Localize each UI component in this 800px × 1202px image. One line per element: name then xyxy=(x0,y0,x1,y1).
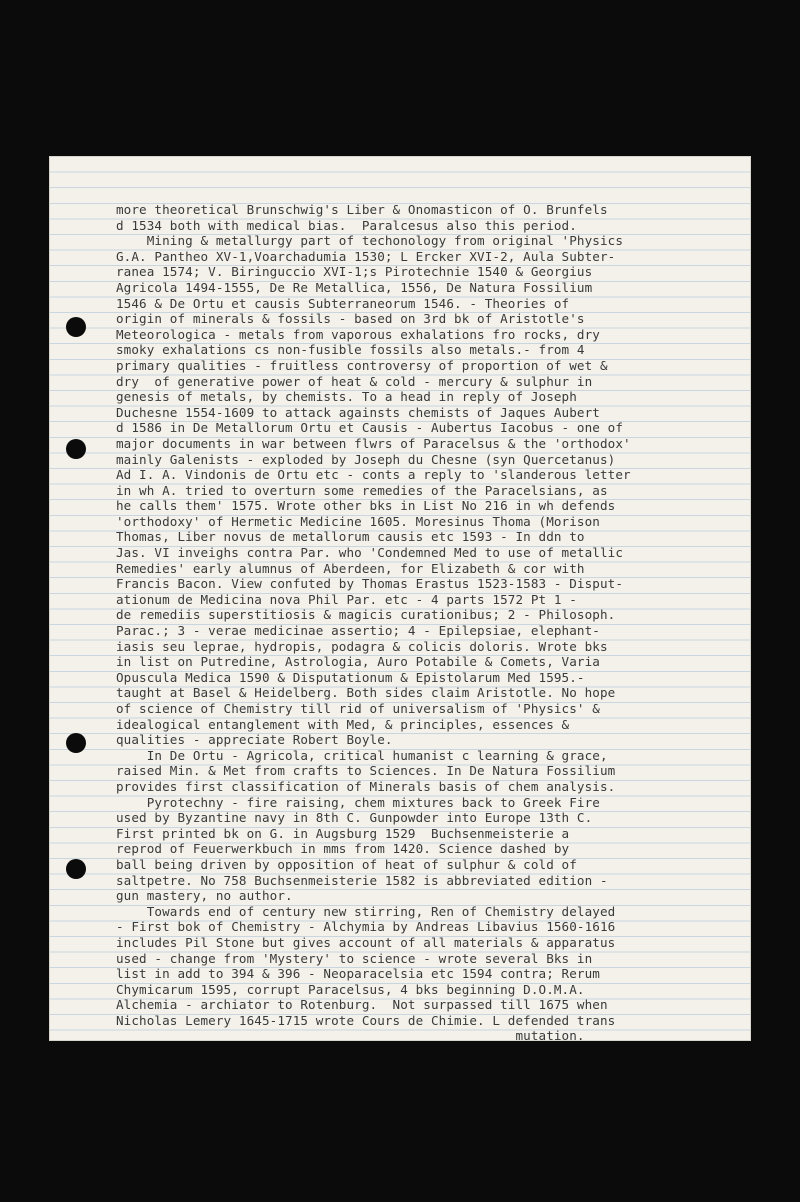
text-line: Alchemia - archiator to Rotenburg. Not surpassed till 1675 when xyxy=(116,997,608,1013)
text-line: in wh A. tried to overturn some remedies of the Paracelsians, as xyxy=(116,482,608,498)
text-line: d 1534 both with medical bias. Paralcesus also this period. xyxy=(116,217,577,233)
text-line: in list on Putredine, Astrologia, Auro Potabile & Comets, Varia xyxy=(116,654,600,670)
text-line: Chymicarum 1595, corrupt Paracelsus, 4 bks beginning D.O.M.A. xyxy=(116,981,585,997)
text-line: G.A. Pantheo XV-1,Voarchadumia 1530; L Ercker XVI-2, Aula Subter- xyxy=(116,248,616,264)
text-line: dry of generative power of heat & cold - mercury & sulphur in xyxy=(116,373,593,389)
text-line: Nicholas Lemery 1645-1715 wrote Cours de Chimie. L defended trans xyxy=(116,1012,616,1028)
text-line: 'orthodoxy' of Hermetic Medicine 1605. Moresinus Thoma (Morison xyxy=(116,513,600,529)
text-line: list in add to 394 & 396 - Neoparacelsia etc 1594 contra; Rerum xyxy=(116,966,600,982)
text-line: Remedies' early alumnus of Aberdeen, for Elizabeth & cor with xyxy=(116,560,585,576)
text-line: used by Byzantine navy in 8th C. Gunpowder into Europe 13th C. xyxy=(116,810,593,826)
text-line: idealogical entanglement with Med, & principles, essences & xyxy=(116,716,570,732)
text-line: mainly Galenists - exploded by Joseph du Chesne (syn Quercetanus) xyxy=(116,451,616,467)
text-line: First printed bk on G. in Augsburg 1529 Buchsenmeisterie a xyxy=(116,825,570,841)
text-line: d 1586 in De Metallorum Ortu et Causis - Aubertus Iacobus - one of xyxy=(116,420,624,436)
text-line: ball being driven by opposition of heat of sulphur & cold of xyxy=(116,856,577,872)
text-line: Duchesne 1554-1609 to attack againsts chemists of Jaques Aubert xyxy=(116,404,600,420)
text-line: mutation. xyxy=(116,1028,585,1044)
text-line: gun mastery, no author. xyxy=(116,888,293,904)
text-line: Parac.; 3 - verae medicinae assertio; 4 - Epilepsiae, elephant- xyxy=(116,623,600,639)
text-line: Jas. VI inveighs contra Par. who 'Condemned Med to use of metallic xyxy=(116,545,624,561)
text-line: Towards end of century new stirring, Ren of Chemistry delayed xyxy=(116,903,616,919)
text-line: - First bok of Chemistry - Alchymia by Andreas Libavius 1560-1616 xyxy=(116,919,616,935)
typed-text-block xyxy=(116,202,746,1044)
text-line: smoky exhalations cs non-fusible fossils also metals.- from 4 xyxy=(116,342,585,358)
binder-hole xyxy=(66,317,86,337)
text-line: genesis of metals, by chemists. To a head in reply of Joseph xyxy=(116,389,577,405)
text-line: includes Pil Stone but gives account of all materials & apparatus xyxy=(116,934,616,950)
binder-hole xyxy=(66,733,86,753)
text-line: taught at Basel & Heidelberg. Both sides claim Aristotle. No hope xyxy=(116,685,616,701)
text-line: used - change from 'Mystery' to science - wrote several Bks in xyxy=(116,950,593,966)
text-line: de remediis superstitiosis & magicis curationibus; 2 - Philosoph. xyxy=(116,607,616,623)
binder-hole xyxy=(66,859,86,879)
text-line: qualities - appreciate Robert Boyle. xyxy=(116,732,393,748)
text-line: Opuscula Medica 1590 & Disputationum & Epistolarum Med 1595.- xyxy=(116,669,585,685)
text-line: more theoretical Brunschwig's Liber & Onomasticon of O. Brunfels xyxy=(116,202,608,217)
text-line: iasis seu leprae, hydropis, podagra & colicis doloris. Wrote bks xyxy=(116,638,608,654)
text-line: origin of minerals & fossils - based on 3rd bk of Aristotle's xyxy=(116,311,585,327)
text-line: major documents in war between flwrs of Paracelsus & the 'orthodox' xyxy=(116,435,631,451)
text-line: Thomas, Liber novus de metallorum causis etc 1593 - In ddn to xyxy=(116,529,585,545)
text-line: reprod of Feuerwerkbuch in mms from 1420. Science dashed by xyxy=(116,841,570,857)
text-line: Meteorologica - metals from vaporous exhalations fro rocks, dry xyxy=(116,326,600,342)
text-line: raised Min. & Met from crafts to Sciences. In De Natura Fossilium xyxy=(116,763,616,779)
text-line: In De Ortu - Agricola, critical humanist c learning & grace, xyxy=(116,747,608,763)
text-line: saltpetre. No 758 Buchsenmeisterie 1582 is abbreviated edition - xyxy=(116,872,608,888)
text-line: Agricola 1494-1555, De Re Metallica, 1556, De Natura Fossilium xyxy=(116,279,593,295)
text-line: he calls them' 1575. Wrote other bks in List No 216 in wh defends xyxy=(116,498,616,514)
text-line: Pyrotechny - fire raising, chem mixtures back to Greek Fire xyxy=(116,794,600,810)
text-line: primary qualities - fruitless controversy of proportion of wet & xyxy=(116,357,608,373)
text-line: ationum de Medicina nova Phil Par. etc - 4 parts 1572 Pt 1 - xyxy=(116,591,577,607)
text-line: provides first classification of Minerals basis of chem analysis. xyxy=(116,778,616,794)
binder-hole xyxy=(66,439,86,459)
text-line: 1546 & De Ortu et causis Subterraneorum 1546. - Theories of xyxy=(116,295,570,311)
text-line: Ad I. A. Vindonis de Ortu etc - conts a reply to 'slanderous letter xyxy=(116,467,631,483)
text-line: Francis Bacon. View confuted by Thomas Erastus 1523-1583 - Disput- xyxy=(116,576,624,592)
text-line: Mining & metallurgy part of techonology from original 'Physics xyxy=(116,233,624,249)
text-line: ranea 1574; V. Biringuccio XVI-1;s Pirotechnie 1540 & Georgius xyxy=(116,264,593,280)
text-line: of science of Chemistry till rid of universalism of 'Physics' & xyxy=(116,701,600,716)
typed-page xyxy=(50,157,750,1044)
